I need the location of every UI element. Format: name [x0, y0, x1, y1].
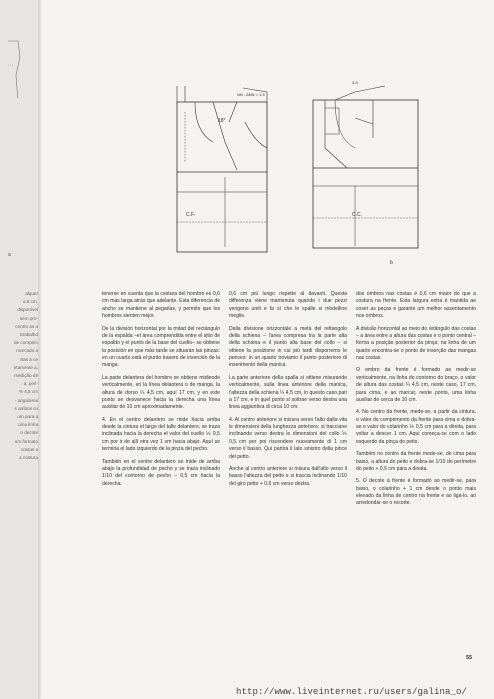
- facing-page-figure-fragment: [0, 28, 40, 98]
- pattern-figure-front: [155, 82, 280, 257]
- facing-page-text-fragments: [2, 290, 38, 462]
- facing-page-text-line: centro as a: [15, 323, 38, 329]
- facing-page-text-line: - angulares: [15, 397, 38, 403]
- paragraph: dos ombros nas costas é 0,6 cm maior do que a costura na frente. Esta largura extra é mantida ao coser as peças e garante um melhor assentamento nos ombros.: [356, 291, 476, 320]
- facing-page-text-line: om para a: [17, 414, 38, 420]
- paragraph: 5. O decote à frente é formado ao medir-se, para baixo, o colarinho + 1 cm desde o ponto mais elevado da linha de centro na frente e ao ligá-lo, ao arredondar-se o recorte.: [356, 478, 476, 507]
- paragraph: La parte delantera del hombro se obtiene midiendo verticalmente, en la línea delantera o de manga, la altura de dorso ¼ 4,5 cm, aquí 17 cm, y en este punto se desvanece hacia la derecha una línea auxiliar de 10 cm aproximadamente.: [102, 374, 220, 411]
- facing-page-text-line: medição de: [14, 373, 38, 379]
- figure-measure-label: NN - ANN = 1.5: [237, 92, 265, 97]
- facing-page-text-line: disponível: [17, 307, 38, 313]
- paragraph: La parte anteriore della spalla si ottiene misurando verticalmente, sulla linea anteriore della manica, l'altezza della schiena ¼ 4,5 cm, in questo caso pari a 17 cm, e in quel punto si sottrae verso destra una linea aggiuntiva di circa 10 cm.: [229, 374, 347, 411]
- paragraph: 4. Al centro anteriore si misura verso l'alto dalla vita le dimensioni della lunghezza anteriore, si tracciano inclinando verso destra le dimensioni del collo ⅙ 0,5 cm per poi riscendere nuovamente di 1 cm verso il basso. Qui partirà il lato sinistro della pince del petto.: [229, 416, 347, 460]
- paragraph: 0,6 cm più lungo rispetto al davanti. Questa differenza viene mantenuta quando i due pezzi vengono uniti e fa sì che le spalle si modellino meglio.: [229, 291, 347, 320]
- facing-page-text-line: ntamente a,: [13, 364, 38, 370]
- figure-center-back-label: C.C.: [352, 212, 362, 218]
- figure-top-label: 3-5: [352, 80, 358, 85]
- facing-page-edge: [0, 0, 42, 699]
- paragraph: 4. En el centro delantero se mide hacia arriba desde la cintura el largo del talle delantero, se traza inclinada hacia la derecha el valor del cuello ⅙ 0,5 cm por ir de allí otra vez 1 cm hacia abajo. Aquí se termina el lado izquierdo de la pinza del pecho.: [102, 416, 220, 453]
- text-column-italian: [229, 291, 347, 493]
- facing-page-text-line: sem pro-: [19, 315, 38, 321]
- paragraph: Dalla divisione orizzontale a metà del rettangolo della schiena – l'area compresa tra la parte alta della schiena e il punto alla base del collo – si ottiene la posizione in cui più tardi disporremo le pences: in un quarto troviamo il punto posteriore di inserimento della manica.: [229, 325, 347, 369]
- facing-page-text-line: o decote: [20, 430, 38, 436]
- facing-page-text-line: s ambos co: [14, 405, 38, 411]
- page-number: 55: [466, 655, 473, 661]
- facing-page-text-line: % 4,5 cm: [18, 389, 38, 395]
- paragraph: O ombro da frente é formado ao medir-se verticalmente, na linha do contorno do braço, o valor de altura das costas ¼ 4,5 cm, neste caso, 17 cm, para cima, e ao marcar, neste ponto, uma linha auxiliar de cerca de 10 cm.: [356, 367, 476, 403]
- facing-page-text-line: ttrabalhd: [20, 332, 38, 338]
- source-url-watermark[interactable]: http://www.liveinternet.ru/users/galina_o/: [236, 687, 468, 697]
- text-column-spanish: [102, 291, 220, 493]
- page-gutter-shadow: [38, 0, 42, 699]
- facing-page-figure-letter: a: [8, 252, 11, 258]
- facing-page-text-line: a, perl-: [23, 381, 38, 387]
- facing-page-text-line: a costura: [19, 455, 38, 461]
- paragraph: De la división horizontal por la mitad del rectángulo de la espalda –el área comprendida entre el sitio de espaldo y el punto de la base del cuello– se obtiene la posición en que más tarde se situarán las pinzas: en un cuarto está el punto trasero de inserción de la manga.: [102, 325, 220, 369]
- facing-page-text-line: uma linha: [18, 422, 38, 428]
- pattern-figure-back: [295, 78, 435, 258]
- facing-page-text-line: alquer: [25, 291, 38, 296]
- paragraph: Também no centro da frente mede-se, de cima para baixo, a altura do peito e dobra-se 1/10 do perímetro do peito + 0,5 cm para a direita.: [356, 451, 476, 472]
- facing-page-text-line: marcado a: [16, 348, 38, 354]
- front-rect: [177, 102, 267, 252]
- facing-page-text-line: om formato: [14, 438, 38, 444]
- back-rect: [313, 100, 418, 248]
- facing-page-text-line: costas e: [20, 446, 38, 452]
- figure-letter-b: b: [390, 260, 393, 266]
- figure-center-front-label: C.F.: [186, 212, 195, 218]
- facing-page-text-line: a 6 cm,: [22, 299, 38, 305]
- figure-angle-label: 18°: [218, 118, 226, 124]
- paragraph: 4. No centro da frente, mede-se, a partir da cintura, o valor do comprimento da frente para cima e dobra-se o valor do colarinho ⅙ 0,5 cm para a direita, para voltar a descer 1 cm. Aqui começa-se com o lado esquerdo da pinça do peito.: [356, 409, 476, 445]
- paragraph: A divisão horizontal ao meio do retângulo das costas – a área entre a altura das costas e o ponto central – forma a posição posterior da pinça; na linha de um quarto encontra-se o ponto de inserção das mangas nas costas.: [356, 325, 476, 361]
- facing-page-text-line: de comprim: [14, 340, 38, 346]
- facing-page-text-line: tras a ce: [20, 356, 38, 362]
- paragraph: También en el centro delantero se mide de arriba abajo la profundidad de pecho y se traza inclinado 1/10 del contorno de pecho – 0,5 cm hacia la derecha.: [102, 458, 220, 487]
- paragraph: tenerse en cuenta que la costura del hombro es 0,6 cm más larga atrás que adelante. Esta diferencia de ancho se mantiene al pegarlas, y permite que los hombros sienten mejor.: [102, 291, 220, 320]
- paragraph: Anche al centro anteriore si misura dall'alto verso il basso l'altezza del petto e si traccia inclinando 1/10 del giro petto + 0,6 cm verso destra.: [229, 465, 347, 487]
- text-column-portuguese: [356, 291, 476, 513]
